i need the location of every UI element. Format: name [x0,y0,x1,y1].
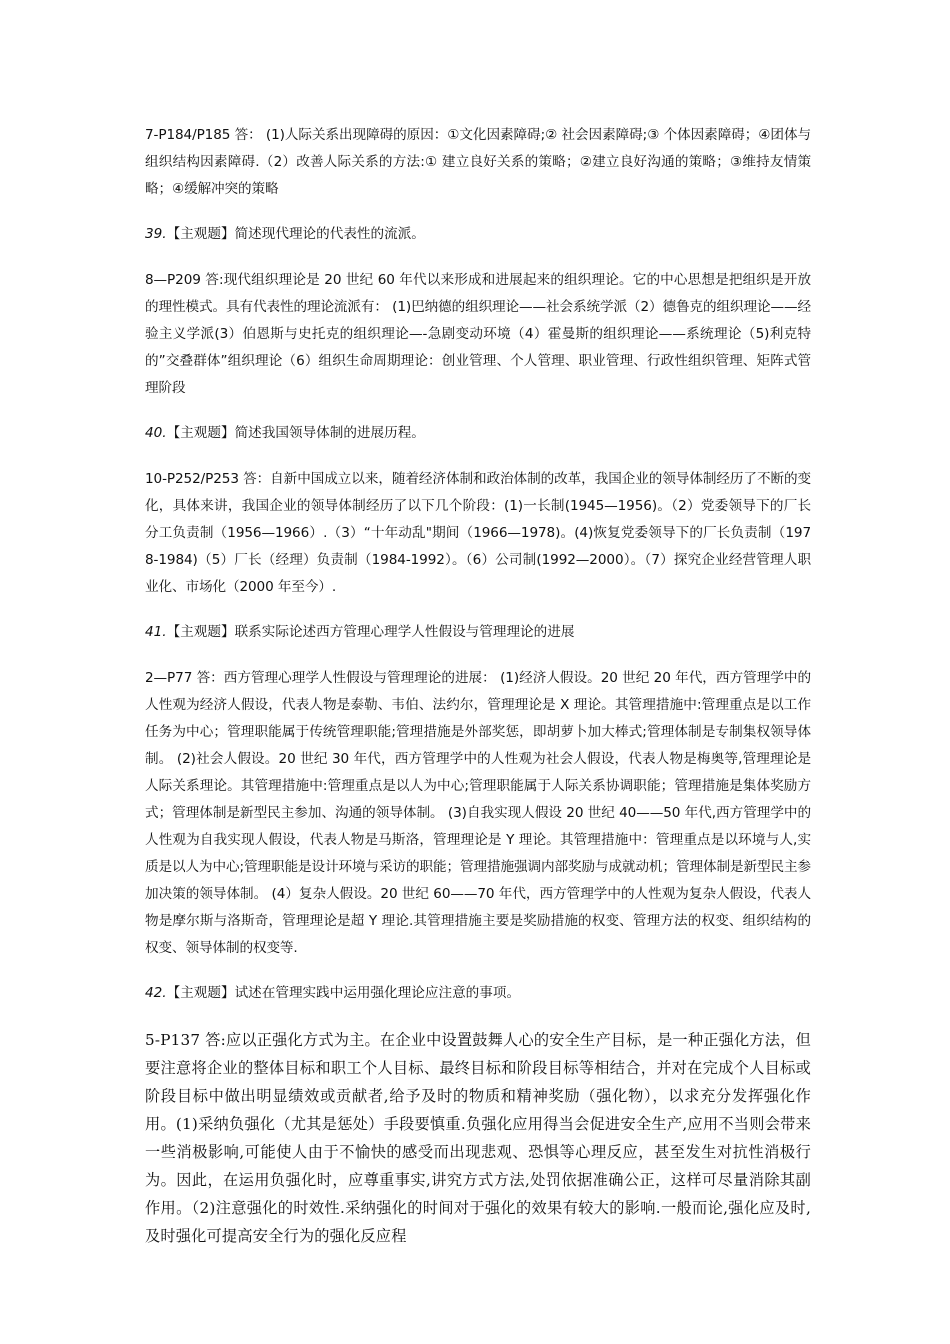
question-number: 40. [145,425,167,441]
question-heading [145,980,811,1007]
question-number: 41. [145,624,167,640]
document-content [145,122,811,1250]
question-text: 联系实际论述西方管理心理学人性假设与管理理论的进展 [234,624,575,640]
question-text: 简述现代理论的代表性的流派。 [234,226,425,242]
question-tag: 【主观题】 [166,226,235,242]
question-heading [145,619,811,646]
question-text: 试述在管理实践中运用强化理论应注意的事项。 [234,985,521,1001]
question-number: 42. [145,985,167,1001]
answer-paragraph: 8—P209 答:现代组织理论是 20 世纪 60 年代以来形成和进展起来的组织理论。它的中心思想是把组织是开放的理性模式。具有代表性的理论流派有： (1)巴纳德的组织理论——社会系统学派（2）德鲁克的组织理论——经验主义学派(3）伯恩斯与史托克的组织理论—-急剧变动环境（4）霍曼斯的组织理论——系统理论（5)利克特的”交叠群体”组织理论（6）组织生命周期理论：创业管理、个人管理、职业管理、行政性组织管理、矩阵式管理阶段 [145,272,811,396]
answer-paragraph: 2—P77 答：西方管理心理学人性假设与管理理论的进展： (1)经济人假设。20 世纪 20 年代，西方管理学中的人性观为经济人假设，代表人物是泰勒、韦伯、法约尔，管理理论是 X 理论。其管理措施中:管理重点是以工作任务为中心；管理职能属于传统管理职能;管理措施是外部奖惩，即胡萝卜加大棒式;管理体制是专制集权领导体制。 (2)社会人假设。20 世纪 30 年代，西方管理学中的人性观为社会人假设，代表人物是梅奥等,管理理论是人际关系理论。其管理措施中:管理重点是以人为中心;管理职能属于人际关系协调职能；管理措施是集体奖励方式；管理体制是新型民主参加、沟通的领导体制。 (3)自我实现人假设 20 世纪 40——50 年代,西方管理学中的人性观为自我实现人假设，代表人物是马斯洛，管理理论是 Y 理论。其管理措施中：管理重点是以环境与人,实质是以人为中心;管理职能是设计环境与采访的职能；管理措施强调内部奖励与成就动机；管理体制是新型民主参加决策的领导体制。 (4）复杂人假设。20 世纪 60——70 年代，西方管理学中的人性观为复杂人假设，代表人物是摩尔斯与洛斯奇，管理理论是超 Y 理论.其管理措施主要是奖励措施的权变、管理方法的权变、组织结构的权变、领导体制的权变等. [145,670,812,956]
question-heading [145,221,811,248]
question-tag: 【主观题】 [166,985,235,1001]
question-number: 39. [145,226,167,242]
question-text: 简述我国领导体制的进展历程。 [234,425,425,441]
question-tag: 【主观题】 [166,425,235,441]
question-heading [145,420,811,447]
answer-paragraph: 5-P137 答:应以正强化方式为主。在企业中设置鼓舞人心的安全生产目标，是一种正强化方法，但要注意将企业的整体目标和职工个人目标、最终目标和阶段目标等相结合，并对在完成个人目标或阶段目标中做出明显绩效或贡献者,给予及时的物质和精神奖励（强化物），以求充分发挥强化作用。(1)采纳负强化（尤其是惩处）手段要慎重.负强化应用得当会促进安全生产,应用不当则会带来一些消极影响,可能使人由于不愉快的感受而出现悲观、恐惧等心理反应，甚至发生对抗性消极行为。因此，在运用负强化时，应尊重事实,讲究方式方法,处罚依据准确公正，这样可尽量消除其副作用。（2)注意强化的时效性.采纳强化的时间对于强化的效果有较大的影响.一般而论,强化应及时,及时强化可提高安全行为的强化反应程 [145,1031,811,1245]
answer-paragraph: 7-P184/P185 答： (1)人际关系出现障碍的原因：①文化因素障碍;② 社会因素障碍;③ 个体因素障碍；④团体与组织结构因素障碍.（2）改善人际关系的方法:① 建立良好关系的策略；②建立良好沟通的策略；③维持友情策略；④缓解冲突的策略 [145,127,811,197]
answer-paragraph: 10-P252/P253 答：自新中国成立以来，随着经济体制和政治体制的改革，我国企业的领导体制经历了不断的变化，具体来讲，我国企业的领导体制经历了以下几个阶段：(1)一长制(1945—1956)。（2）党委领导下的厂长分工负责制（1956—1966）.（3）“十年动乱"期间（1966—1978)。(4)恢复党委领导下的厂长负责制（1978-1984)（5）厂长（经理）负责制（1984-1992）。（6）公司制(1992—2000）。（7）探究企业经营管理人职业化、市场化（2000 年至今）. [145,471,811,595]
question-tag: 【主观题】 [166,624,235,640]
